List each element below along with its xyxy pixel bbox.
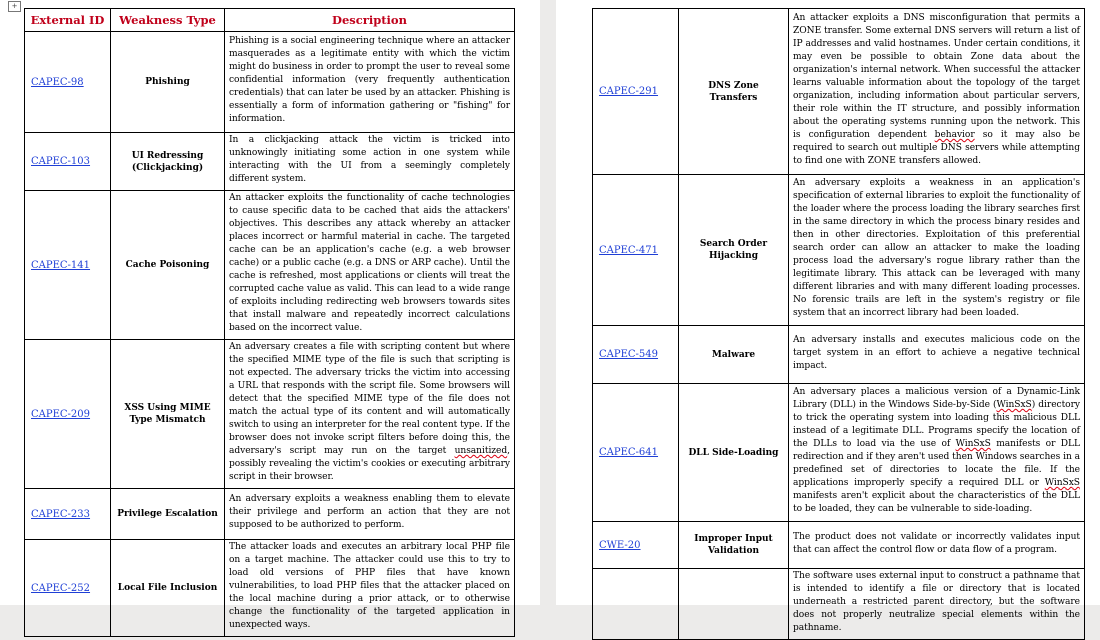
- table-header-row: [25, 9, 515, 32]
- description-cell: An attacker exploits a DNS misconfiguration that permits a ZONE transfer. Some external DNS servers will return a list of IP addresses and valid hostnames. Under certain conditions, it may even be possible to obtain Zone data about the organization's internal network. When successful the attacker learns valuable information about the topology of the target organization, including information about particular servers, their role within the IT structure, and possibly information about the operating systems running upon the network. This is configuration dependent behavior so it may also be required to search out multiple DNS servers while attempting to find one with ZONE transfers allowed.: [789, 9, 1085, 175]
- capec-103-link[interactable]: CAPEC-103: [31, 156, 91, 167]
- header-external-id: External ID: [25, 9, 111, 32]
- table-row: [593, 384, 1085, 522]
- weakness-type-cell: DNS Zone Transfers: [679, 9, 789, 175]
- table-row: [25, 540, 515, 637]
- table-row: [25, 489, 515, 540]
- table-row: [25, 133, 515, 191]
- capec-471-link[interactable]: CAPEC-471: [599, 244, 659, 256]
- weakness-type-cell: Search Order Hijacking: [679, 175, 789, 326]
- weakness-table-left: [24, 8, 515, 637]
- external-id-cell: [25, 32, 111, 133]
- external-id-cell: [25, 191, 111, 340]
- external-id-cell: [25, 489, 111, 540]
- cwe-20-link[interactable]: CWE-20: [599, 539, 641, 551]
- description-cell: The software uses external input to construct a pathname that is intended to identify a file or directory that is located underneath a restricted parent directory, but the software does not properly neutralize special elements within the pathname.: [789, 569, 1085, 640]
- external-id-cell: [25, 340, 111, 489]
- description-cell: An adversary exploits a weakness enabling them to elevate their privilege and perform an action that they are not supposed to be authorized to perform.: [225, 489, 515, 540]
- external-id-cell: [593, 522, 679, 569]
- table-row: [593, 9, 1085, 175]
- weakness-type-cell: Phishing: [111, 32, 225, 133]
- table-row: [25, 191, 515, 340]
- header-weakness-type: Weakness Type: [111, 9, 225, 32]
- document-page-right: [556, 0, 1100, 633]
- table-row: [593, 175, 1085, 326]
- description-cell: An adversary installs and executes malicious code on the target system in an effort to achieve a negative technical impact.: [789, 326, 1085, 384]
- description-cell: In a clickjacking attack the victim is tricked into unknowingly initiating some action in one system while interacting with the UI from a seemingly completely different system.: [225, 133, 515, 191]
- weakness-type-cell: Cache Poisoning: [111, 191, 225, 340]
- table-row: [593, 326, 1085, 384]
- document-page-left: [0, 0, 540, 630]
- capec-141-link[interactable]: CAPEC-141: [31, 259, 91, 271]
- capec-209-link[interactable]: CAPEC-209: [31, 408, 91, 420]
- description-cell: The attacker loads and executes an arbitrary local PHP file on a target machine. The attacker could use this to try to load old versions of PHP files that have known vulnerabilities, to load PHP files that the attacker placed on the local machine during a prior attack, or to otherwise change the functionality of the targeted application in unexpected ways.: [225, 540, 515, 637]
- table-row: [25, 340, 515, 489]
- table-move-handle-icon[interactable]: +: [8, 1, 21, 12]
- description-cell: The product does not validate or incorrectly validates input that can affect the control flow or data flow of a program.: [789, 522, 1085, 569]
- weakness-type-cell: Privilege Escalation: [111, 489, 225, 540]
- weakness-type-cell: UI Redressing (Clickjacking): [111, 133, 225, 191]
- capec-252-link[interactable]: CAPEC-252: [31, 582, 91, 594]
- capec-98-link[interactable]: CAPEC-98: [31, 76, 84, 88]
- description-cell: Phishing is a social engineering technique where an attacker masquerades as a legitimate entity with which the victim might do business in order to prompt the user to reveal some confidential information (very frequently authentication credentials) that can later be used by an attacker. Phishing is essentially a form of information gathering or "fishing" for information.: [225, 32, 515, 133]
- capec-291-link[interactable]: CAPEC-291: [599, 86, 659, 97]
- external-id-cell: [593, 569, 679, 640]
- weakness-type-cell: XSS Using MIME Type Mismatch: [111, 340, 225, 489]
- external-id-cell: [593, 326, 679, 384]
- weakness-type-cell: [679, 569, 789, 640]
- description-cell: An adversary creates a file with scripting content but where the specified MIME type of the file is such that scripting is not expected. The adversary tricks the victim into accessing a URL that responds with the script file. Some browsers will detect that the specified MIME type of the file does not match the actual type of its content and will automatically switch to using an interpreter for the real content type. If the browser does not invoke script filters before doing this, the adversary's script may run on the target unsanitized, possibly revealing the victim's cookies or executing arbitrary script in their browser.: [225, 340, 515, 489]
- external-id-cell: [25, 540, 111, 637]
- weakness-type-cell: Malware: [679, 326, 789, 384]
- capec-233-link[interactable]: CAPEC-233: [31, 508, 91, 520]
- weakness-type-cell: Local File Inclusion: [111, 540, 225, 637]
- capec-549-link[interactable]: CAPEC-549: [599, 349, 659, 360]
- external-id-cell: [25, 133, 111, 191]
- table-row: [593, 569, 1085, 640]
- description-cell: An attacker exploits the functionality of cache technologies to cause specific data to be cached that aids the attackers' objectives. This describes any attack whereby an attacker places incorrect or harmful material in cache. The targeted cache can be an application's cache (e.g. a web browser cache) or a public cache (e.g. a DNS or ARP cache). Until the cache is refreshed, most applications or clients will treat the corrupted cache value as valid. This can lead to a wide range of exploits including redirecting web browsers towards sites that install malware and repeatedly incorrect calculations based on the incorrect value.: [225, 191, 515, 340]
- external-id-cell: [593, 175, 679, 326]
- description-cell: An adversary exploits a weakness in an application's specification of external libraries to exploit the functionality of the loader where the process loading the library searches first in the same directory in which the process binary resides and then in other directories. Exploitation of this preferential search order can allow an attacker to make the loading process load the adversary's rogue library rather than the legitimate library. This attack can be leveraged with many different libraries and with many different loading processes. No forensic trails are left in the system's registry or file system that an incorrect library had been loaded.: [789, 175, 1085, 326]
- header-description: Description: [225, 9, 515, 32]
- table-row: [593, 522, 1085, 569]
- weakness-type-cell: Improper Input Validation: [679, 522, 789, 569]
- table-row: [25, 32, 515, 133]
- capec-641-link[interactable]: CAPEC-641: [599, 447, 659, 458]
- external-id-cell: [593, 384, 679, 522]
- description-cell: An adversary places a malicious version of a Dynamic-Link Library (DLL) in the Windows Side-by-Side (WinSxS) directory to trick the operating system into loading this malicious DLL instead of a legitimate DLL. Programs specify the location of the DLLs to load via the use of WinSxS manifests or DLL redirection and if they aren't used then Windows searches in a predefined set of directories to locate the file. If the applications improperly specify a required DLL or WinSxS manifests aren't explicit about the characteristics of the DLL to be loaded, they can be vulnerable to side-loading.: [789, 384, 1085, 522]
- external-id-cell: [593, 9, 679, 175]
- weakness-table-right: [592, 8, 1085, 640]
- weakness-type-cell: DLL Side-Loading: [679, 384, 789, 522]
